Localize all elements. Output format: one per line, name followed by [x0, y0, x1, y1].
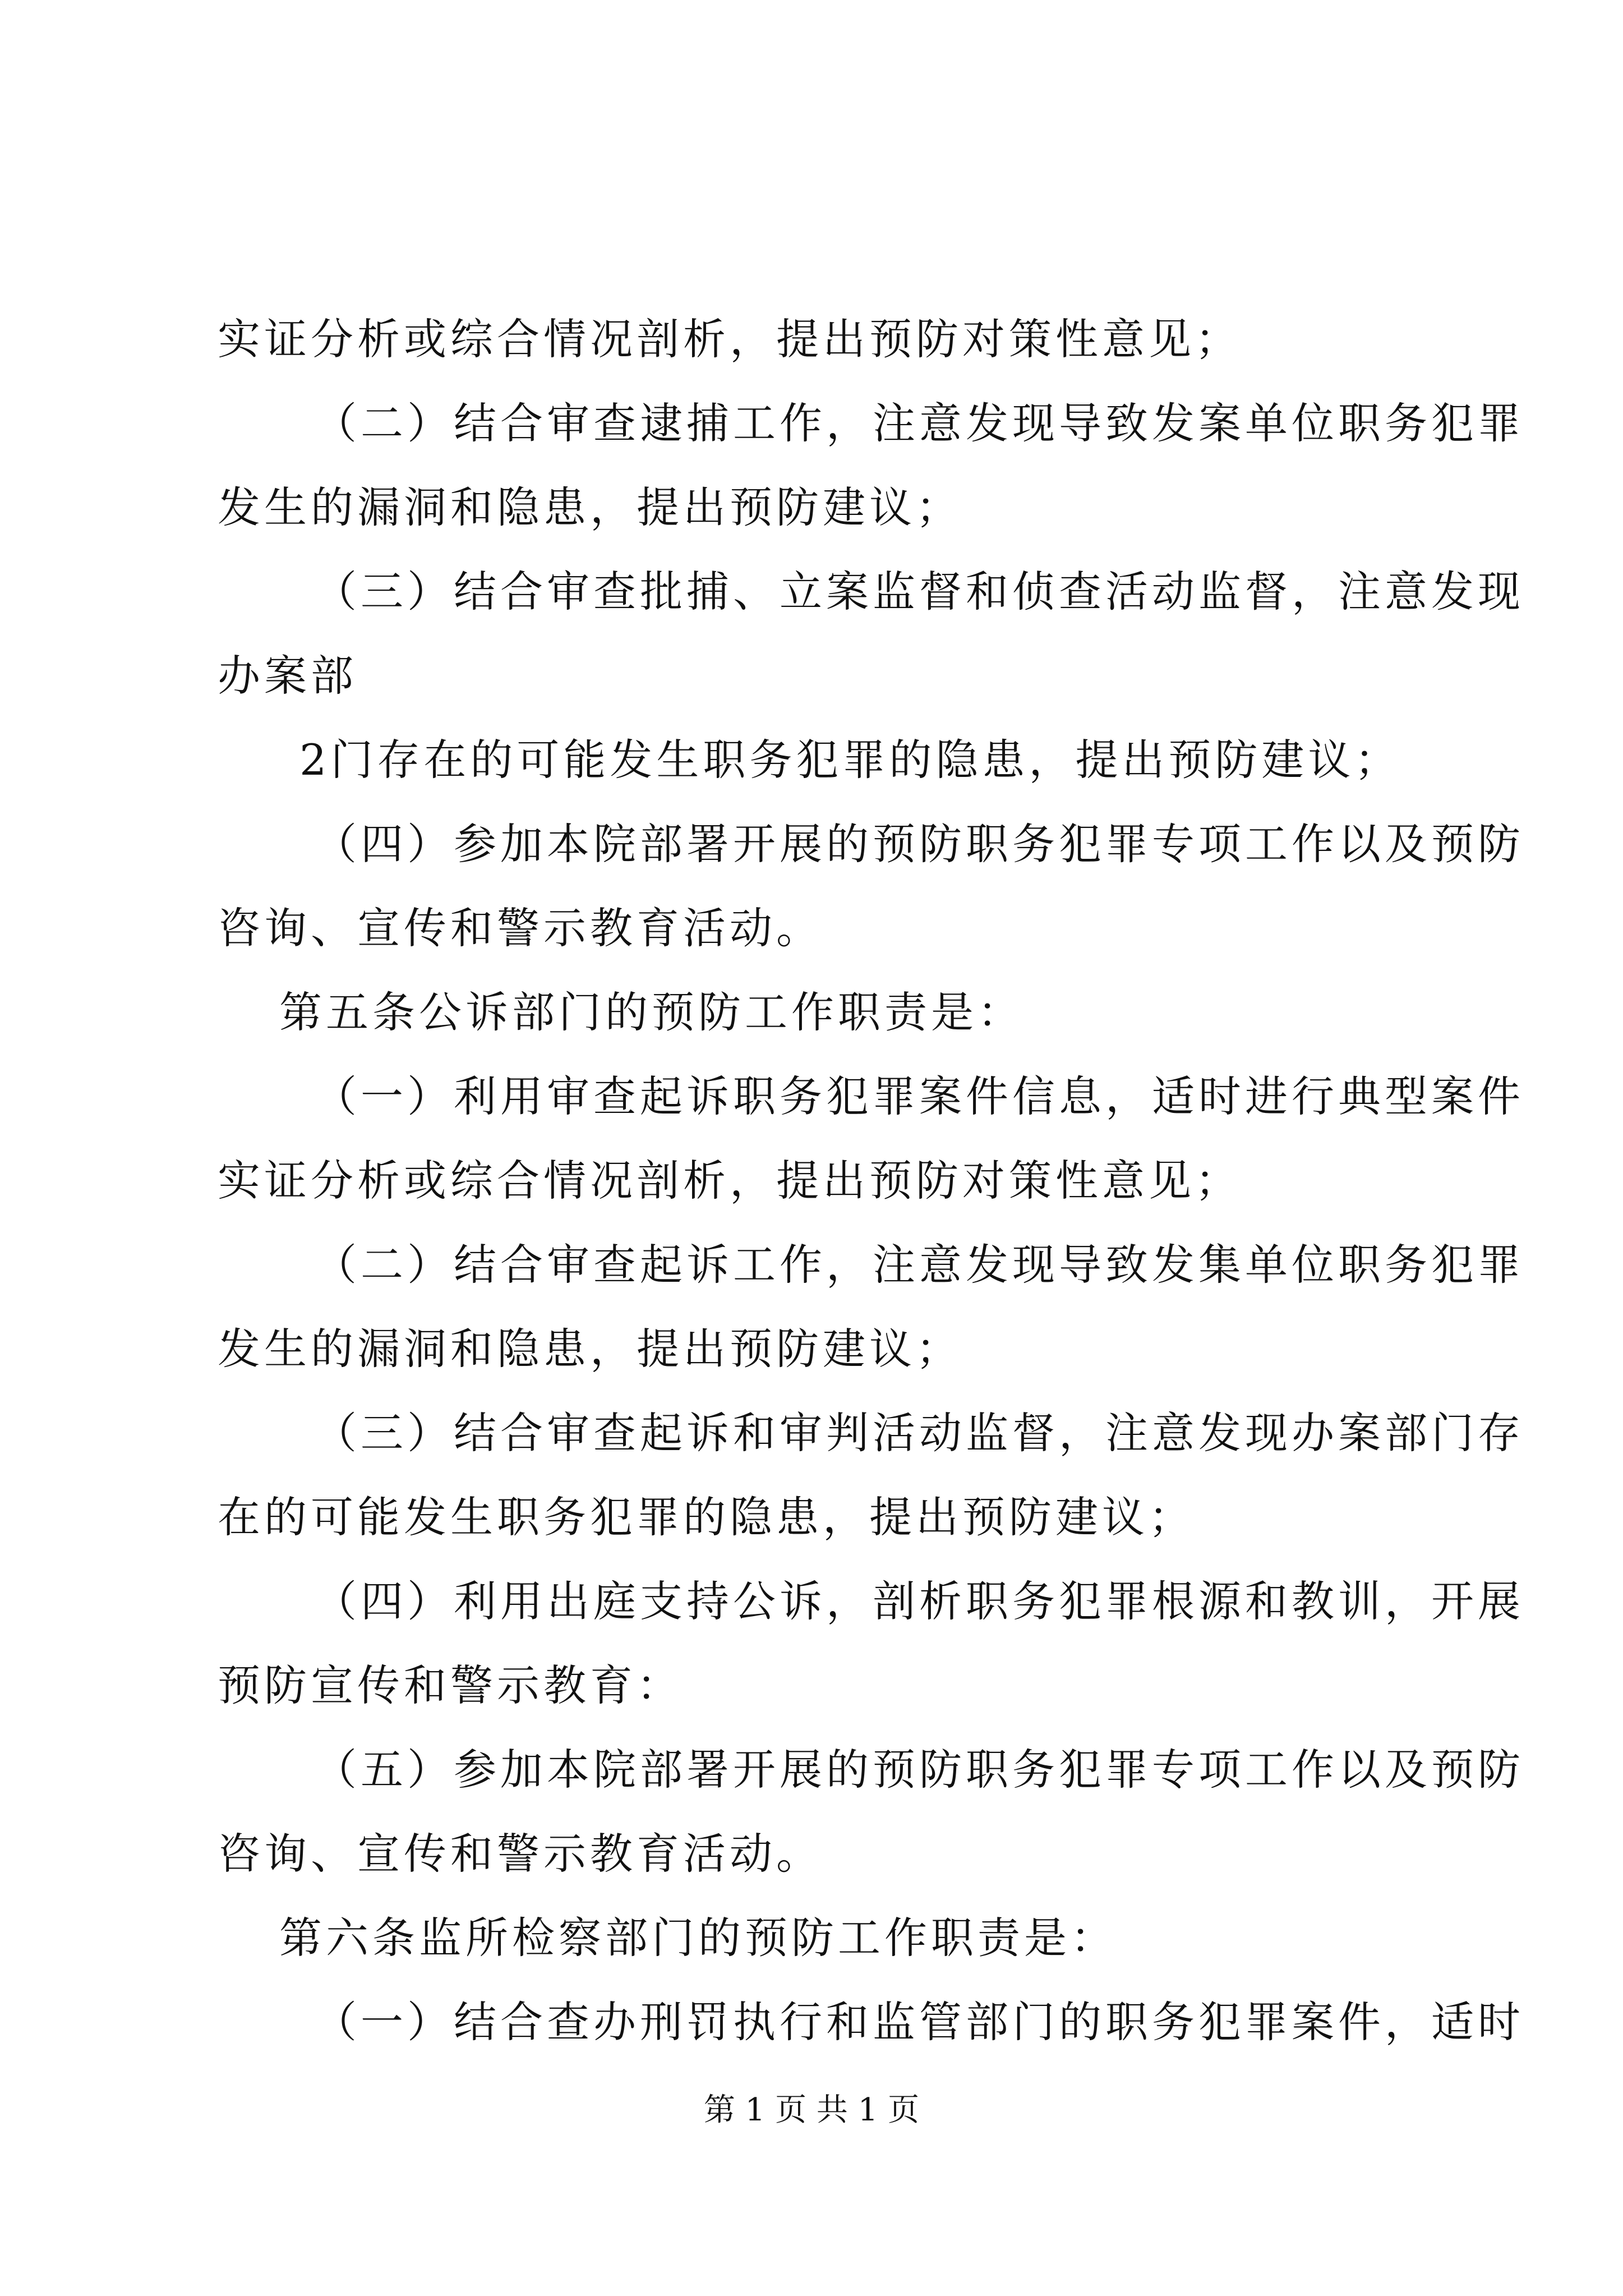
page-footer: 第 1 页 共 1 页 — [703, 2092, 920, 2128]
text-line-11: 实证分析或综合情况剖析，提出预防对策性意见； — [218, 1156, 1242, 1205]
text-line-1: 实证分析或综合情况剖析，提出预防对策性意见； — [218, 314, 1242, 364]
text-line-15: 在的可能发生职务犯罪的隐患，提出预防建议； — [218, 1492, 1195, 1542]
text-line-9: 第五条公诉部门的预防工作职责是： — [279, 987, 1024, 1037]
text-line-17: 预防宣传和警示教育： — [218, 1660, 683, 1710]
text-line-14: （三）结合审查起诉和审判活动监督，注意发现办案部门存 — [314, 1408, 1524, 1458]
text-line-19: 咨询、宣传和警示教育活动。 — [218, 1829, 823, 1879]
text-line-18: （五）参加本院部署开展的预防职务犯罪专项工作以及预防 — [314, 1745, 1524, 1795]
text-line-16: （四）利用出庭支持公诉，剖析职务犯罪根源和教训，开展 — [314, 1576, 1524, 1626]
text-line-12: （二）结合审查起诉工作，注意发现导致发集单位职务犯罪 — [314, 1240, 1524, 1290]
text-line-2: （二）结合审查逮捕工作，注意发现导致发案单位职务犯罪 — [314, 398, 1524, 448]
text-line-4: （三）结合审查批捕、立案监督和侦查活动监督，注意发现 — [314, 567, 1524, 616]
document-body — [218, 297, 1524, 2064]
text-line-5: 办案部 — [218, 651, 357, 701]
text-line-3: 发生的漏洞和隐患，提出预防建议； — [218, 482, 962, 532]
text-line-7: （四）参加本院部署开展的预防职务犯罪专项工作以及预防 — [314, 819, 1524, 869]
text-line-20: 第六条监所检察部门的预防工作职责是： — [279, 1913, 1117, 1963]
text-line-21: （一）结合查办刑罚执行和监管部门的职务犯罪案件，适时 — [314, 1997, 1524, 2047]
text-line-13: 发生的漏洞和隐患，提出预防建议； — [218, 1324, 962, 1374]
text-line-6: 2门存在的可能发生职务犯罪的隐患，提出预防建议； — [299, 735, 1401, 785]
text-line-8: 咨询、宣传和警示教育活动。 — [218, 903, 823, 953]
text-line-10: （一）利用审查起诉职务犯罪案件信息，适时进行典型案件 — [314, 1071, 1524, 1121]
